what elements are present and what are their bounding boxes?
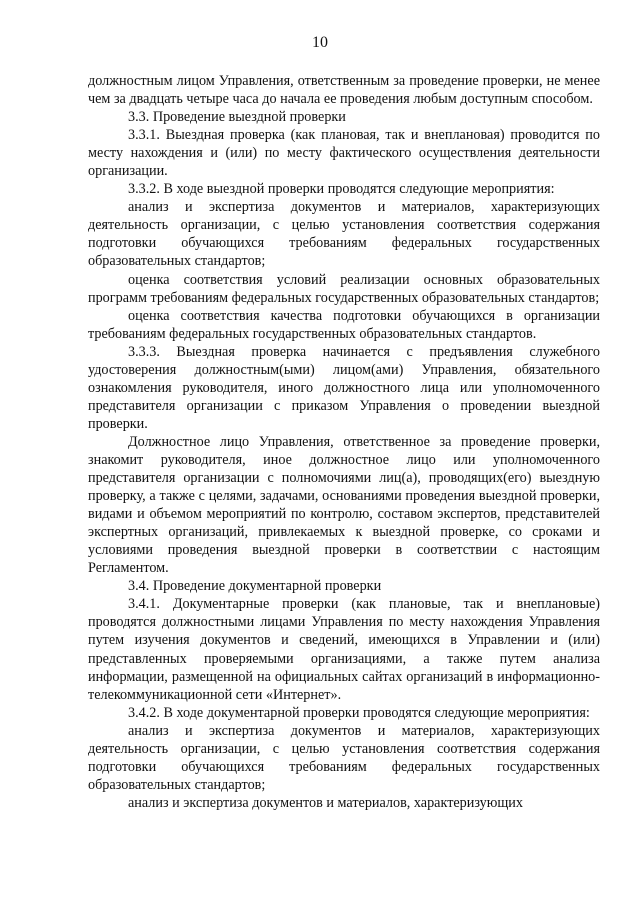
document-body <box>88 72 600 812</box>
list-item-analysis: анализ и экспертиза документов и материалов, характеризующих деятельность организации, с целью установления соответствия содержания подготовки обучающихся требованиям федеральных государственных образовательных стандартов; <box>88 199 600 270</box>
paragraph-continuation: должностным лицом Управления, ответственным за проведение проверки, не менее чем за двадцать четыре часа до начала ее проведения любым доступным способом. <box>88 73 600 108</box>
list-item-analysis-documentary: анализ и экспертиза документов и материалов, характеризующих деятельность организации, с целью установления соответствия содержания подготовки обучающихся требованиям федеральных государственных образовательных стандартов; <box>88 722 600 793</box>
list-item-quality-assessment: оценка соответствия качества подготовки обучающихся в организации требованиям федеральных государственных образовательных стандартов. <box>88 307 600 342</box>
list-item-conditions-assessment: оценка соответствия условий реализации основных образовательных программ требованиям федеральных государственных образовательных стандартов; <box>88 271 600 306</box>
page-number: 10 <box>312 34 328 51</box>
paragraph-3-3-3: 3.3.3. Выездная проверка начинается с предъявления служебного удостоверения должностным(ыми) лицом(ами) Управления, обязательного ознакомления руководителя, иного должностного лица или уполномоченного представителя организации с приказом Управления о проведении выездной проверки. <box>88 343 600 432</box>
list-item-analysis-continued: анализ и экспертиза документов и материалов, характеризующих <box>128 794 523 811</box>
section-heading-3-4: 3.4. Проведение документарной проверки <box>128 578 382 595</box>
section-heading-3-3: 3.3. Проведение выездной проверки <box>128 109 346 126</box>
paragraph-3-4-1: 3.4.1. Документарные проверки (как плановые, так и внеплановые) проводятся должностными лицами Управления по месту нахождения Управления путем изучения документов и сведений, имеющихся в Управлении и (или) представленных проверяемыми организациями, а также путем анализа информации, размещенной на официальных сайтах организаций в информационно-телекоммуникационной сети «Интернет». <box>88 596 600 703</box>
paragraph-3-4-2: 3.4.2. В ходе документарной проверки проводятся следующие мероприятия: <box>128 704 590 721</box>
paragraph-3-3-2: 3.3.2. В ходе выездной проверки проводятся следующие мероприятия: <box>128 181 555 198</box>
paragraph-official-introduction: Должностное лицо Управления, ответственное за проведение проверки, знакомит руководителя, иное должностное лицо или уполномоченного представителя организации с полномочиями лиц(а), проводящих(его) выездную проверку, а также с целями, задачами, основаниями проведения выездной проверки, видами и объемом мероприятий по контролю, составом экспертов, представителей экспертных организаций, привлекаемых к выездной проверке, со сроками и условиями проведения выездной проверки в соответствии с настоящим Регламентом. <box>88 433 600 577</box>
paragraph-3-3-1: 3.3.1. Выездная проверка (как плановая, так и внеплановая) проводится по месту нахождения и (или) по месту фактического осуществления деятельности организации. <box>88 127 600 180</box>
